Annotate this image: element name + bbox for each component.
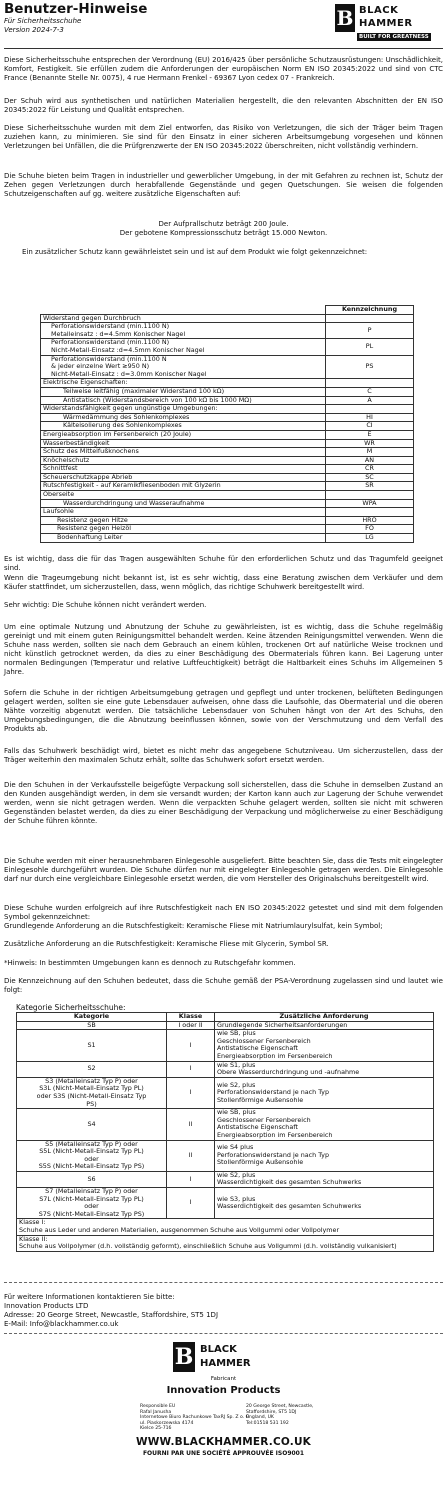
marking-header: Kennzeichnung	[326, 306, 414, 315]
category-cell: SB	[17, 1021, 167, 1030]
requirement-cell: wie SB, plus Geschlossener Fersenbereich Antistatische Eigenschaft Energieabsorption im Fersenbereich	[215, 1109, 434, 1140]
logo-tagline: BUILT FOR GREATNESS	[359, 34, 429, 40]
marking-code: C	[326, 387, 414, 396]
document-title: Benutzer-Hinweise	[4, 1, 148, 17]
marking-property: Elektrische Eigenschaften:	[41, 379, 326, 388]
category-row	[17, 1140, 434, 1171]
marking-property: Resistenz gegen Heizöl	[41, 525, 326, 534]
paragraph-materials: Der Schuh wird aus synthetischen und natürlichen Materialien hergestellt, die den relevanten Abschnitten der EN ISO 20345:2022 für Leistung und Qualität entsprechen.	[4, 97, 443, 114]
marking-code: CI	[326, 422, 414, 431]
marking-row	[41, 448, 414, 457]
marking-table	[40, 305, 414, 543]
contact-intro: Für weitere Informationen kontaktieren Sie bitte:	[4, 1293, 175, 1301]
category-row	[17, 1188, 434, 1219]
marking-property: Wasserbeständigkeit	[41, 439, 326, 448]
marking-code: SR	[326, 482, 414, 491]
paragraph-lifetime: Sofern die Schuhe in der richtigen Arbeitsumgebung getragen und gepflegt und unter trockenen, belüfteten Bedingungen gelagert werden, sollten sie eine gute Lebensdauer aufweisen, ohne dass die Laufsohle, das Obermaterial und die oberen Nähte vorzeitig abgenutzt werden. Die tatsächliche Lebensdauer von Schuhen hängt von der Art des Schuhs, den Umgebungsbedingungen, die die Abnutzung beeinflussen können, sowie von der Verschmutzung und dem Verfall des Produkts ab.	[4, 689, 443, 733]
contact-divider	[4, 1333, 443, 1334]
uk-address: 20 George Street, Newcastle, Staffordshire, ST5 1DJ England, UK Tel:01518 531 192	[246, 1404, 314, 1426]
marking-code: HRO	[326, 516, 414, 525]
paragraph-slip-test: Diese Schuhe wurden erfolgreich auf ihre Rutschfestigkeit nach EN ISO 20345:2022 getestet und sind mit dem folgenden Symbol gekennzeichnet:	[4, 904, 443, 921]
requirement-cell: wie SB, plus Geschlossener Fersenbereich Antistatische Eigenschaft Energieabsorption im Fersenbereich	[215, 1030, 434, 1061]
marking-code: LG	[326, 534, 414, 543]
manufacturer-name: Innovation Products	[166, 1385, 281, 1396]
marking-row	[41, 405, 414, 414]
class-cell: I	[167, 1077, 215, 1108]
category-cell: S1	[17, 1030, 167, 1061]
paragraph-care: Um eine optimale Nutzung und Abnutzung der Schuhe zu gewährleisten, ist es wichtig, dass die Schuhe regelmäßig gereinigt und mit einem guten Reinigungsmittel behandelt werden. Keine ätzenden Reinigungsmittel verwenden. Wenn die Schuhe nass werden, sollten sie nach dem Gebrauch an einem kühlen, trockenen Ort auf natürliche Weise trocknen und nicht künstlich getrocknet werden, da dies zu einer Beschädigung des Obermaterials führen kann. Bei Lagerung unter normalen Bedingungen (Temperatur und relative Luftfeuchtigkeit) beträgt die Haltbarkeit eines Schuhs im Allgemeinen 5 Jahre.	[4, 623, 443, 676]
header-divider	[4, 48, 443, 49]
requirement-cell: wie S2, plus Perforationswiderstand je nach Typ Stollenförmige Außensohle	[215, 1077, 434, 1108]
marking-code: WPA	[326, 499, 414, 508]
marking-row	[41, 456, 414, 465]
category-row	[17, 1171, 434, 1187]
marking-code: AN	[326, 456, 414, 465]
contact-company: Innovation Products LTD	[4, 1302, 89, 1310]
compression-protection: Der gebotene Kompressionsschutz beträgt 15.000 Newton.	[119, 229, 328, 237]
footer-logo	[173, 1342, 273, 1376]
category-row	[17, 1109, 434, 1140]
marking-property: Wärmedämmung des Sohlenkomplexes	[41, 413, 326, 422]
paragraph-note: *Hinweis: In bestimmten Umgebungen kann es dennoch zu Rutschgefahr kommen.	[4, 959, 296, 967]
marking-property: Antistatisch (Widerstandsbereich von 100 kΩ bis 1000 MΩ)	[41, 396, 326, 405]
marking-row	[41, 499, 414, 508]
class-cell: I	[167, 1030, 215, 1061]
marking-property: Wasserdurchdringung und Wasseraufnahme	[41, 499, 326, 508]
marking-property: Schutz des Mittelfußknochens	[41, 448, 326, 457]
marking-property: Laufsohle	[41, 508, 326, 517]
requirement-cell: wie S1, plus Obere Wasserdurchdringung und -aufnahme	[215, 1061, 434, 1077]
marking-row	[41, 534, 414, 543]
logo-letter: B	[336, 6, 354, 30]
document-subtitle: Für Sicherheitsschuhe	[4, 17, 82, 25]
marking-row	[41, 482, 414, 491]
marking-code: WR	[326, 439, 414, 448]
marking-property: Widerstand gegen Durchbruch	[41, 314, 326, 323]
paragraph-regulation: Diese Sicherheitsschuhe entsprechen der Verordnung (EU) 2016/425 über persönliche Schutzausrüstungen: Unschädlichkeit, Komfort, Festigkeit. Sie erfüllen zudem die Anforderungen der europäischen Norm EN ISO 20345:2022 und sind von CTC France (Benannte Stelle Nr. 0075), 4 rue Hermann Frenkel - 69367 Lyon cedex 07 - Frankreich.	[4, 56, 443, 82]
marking-row	[41, 491, 414, 500]
category-cell: S4	[17, 1109, 167, 1140]
marking-code: SC	[326, 473, 414, 482]
marking-code	[326, 491, 414, 500]
marking-property: Widerstandsfähigkeit gegen ungünstige Umgebungen:	[41, 405, 326, 414]
paragraph-marking: Die Kennzeichnung auf den Schuhen bedeutet, dass die Schuhe gemäß der PSA-Verordnung zugelassen sind und lautet wie folgt:	[4, 977, 443, 994]
marking-code: CR	[326, 465, 414, 474]
class-cell: I	[167, 1171, 215, 1187]
marking-property: Perforationswiderstand (min.1100 N) Nicht-Metall-Einsatz :d=4.5mm Konischer Nagel	[41, 339, 326, 355]
paragraph-design: Diese Sicherheitsschuhe wurden mit dem Ziel entworfen, das Risiko von Verletzungen, die sich der Träger beim Tragen zuziehen kann, zu minimieren. Sie sind für den Einsatz in einer sicheren Arbeitsumgebung vorgesehen und können Verletzungen bei Unfällen, die die Prüfgrenzwerte der EN ISO 20345:2022 überschreiten, nicht vollständig verhindern.	[4, 124, 443, 150]
category-table-header	[17, 1013, 434, 1022]
class-two-row	[17, 1235, 434, 1251]
category-cell: S5 (Metalleinsatz Typ P) oder S5L (Nicht-Metall-Einsatz Typ PL) oder S5S (Nicht-Metall-Einsatz Typ PS)	[17, 1140, 167, 1171]
class-cell: I	[167, 1188, 215, 1219]
class-cell: II	[167, 1109, 215, 1140]
marking-code: P	[326, 323, 414, 339]
class-cell: II	[167, 1140, 215, 1171]
marking-row	[41, 387, 414, 396]
footer-logo-word-black: BLACK	[200, 1344, 237, 1355]
class-cell: I oder II	[167, 1021, 215, 1030]
footer-logo-word-hammer: HAMMER	[200, 1358, 251, 1369]
requirement-cell: wie S4 plus Perforationswiderstand je nach Typ Stollenförmige Außensohle	[215, 1140, 434, 1171]
marking-table-header	[41, 306, 414, 315]
requirement-cell: Grundlegende Sicherheitsanforderungen	[215, 1021, 434, 1030]
category-cell: S2	[17, 1061, 167, 1077]
black-hammer-logo	[335, 4, 443, 42]
category-cell: S6	[17, 1171, 167, 1187]
category-table-caption: Kategorie Sicherheitsschuhe:	[16, 1003, 126, 1012]
marking-property: Perforationswiderstand (min.1100 N) Metalleinsatz : d=4.5mm Konischer Nagel	[41, 323, 326, 339]
fabricant-label: Fabricant	[210, 1376, 237, 1382]
footer-logo-letter: B	[174, 1344, 194, 1370]
marking-property: Knöchelschutz	[41, 456, 326, 465]
marking-row	[41, 355, 414, 379]
footer-divider	[4, 1282, 443, 1283]
class-one-row	[17, 1219, 434, 1235]
marking-property: Rutschfestigkeit - auf Keramikfliesenboden mit Glyzerin	[41, 482, 326, 491]
class-one-note: Klasse I: Schuhe aus Leder und anderen Materialien, ausgenommen Schuhe aus Vollgummi oder Vollpolymer	[17, 1219, 434, 1235]
marking-code: E	[326, 430, 414, 439]
impact-protection: Der Aufprallschutz beträgt 200 Joule.	[158, 220, 289, 228]
category-row	[17, 1077, 434, 1108]
marking-property: Schnittfest	[41, 465, 326, 474]
paragraph-additional: Ein zusätzlicher Schutz kann gewährleistet sein und ist auf dem Produkt wie folgt gekennzeichnet:	[22, 248, 368, 256]
category-table	[16, 1012, 434, 1252]
contact-address: Adresse: 20 George Street, Newcastle, Staffordshire, ST5 1DJ	[4, 1311, 219, 1319]
marking-property: Kälteisolierung des Sohlenkomplexes	[41, 422, 326, 431]
column-header-requirement: Zusätzliche Anforderung	[215, 1013, 434, 1022]
marking-code: HI	[326, 413, 414, 422]
class-two-note: Klasse II: Schuhe aus Vollpolymer (d.h. vollständig geformt), einschließlich Schuhe aus Vollgummi (d.h. vollständig vulkanisiert)	[17, 1235, 434, 1251]
marking-property: Resistenz gegen Hitze	[41, 516, 326, 525]
document-version: Version 2024-7-3	[4, 26, 64, 34]
contact-email: E-Mail: Info@blackhammer.co.uk	[4, 1320, 119, 1328]
marking-row	[41, 430, 414, 439]
iso-supplier-note: FOURNI PAR UNE SOCIÉTÉ APPROUVÉE ISO9001	[142, 1450, 305, 1457]
category-row	[17, 1061, 434, 1077]
eu-representative: Responsible EU Rafal Janusha Internetowe Biuro Rachunkowe TaxRJ Sp. Z o. O ul. Piaskorzewska 4174 Kielce 25-716	[140, 1404, 250, 1432]
paragraph-damage: Falls das Schuhwerk beschädigt wird, bietet es nicht mehr das angegebene Schutzniveau. Um sicherzustellen, dass der Träger weiterhin den maximalen Schutz erhält, sollte das Schuhwerk sofort ersetzt werden.	[4, 747, 443, 764]
marking-property: Perforationswiderstand (min.1100 N & jeder einzelne Wert ≥950 N) Nicht-Metall-Einsatz : d=3.0mm Konischer Nagel	[41, 355, 326, 379]
paragraph-packaging: Die den Schuhen in der Verkaufsstelle beigefügte Verpackung soll sicherstellen, dass die Schuhe in demselben Zustand an den Kunden ausgehändigt werden, in dem sie versandt wurden; der Karton kann auch zur Lagerung der Schuhe verwendet werden, wenn sie nicht getragen werden. Wenn die verpackten Schuhe gelagert werden, sollten sie nicht mit schweren Gegenständen belastet werden, da dies zu einer Beschädigung der Verpackung und möglicherweise zu einer Beschädigung der Schuhe führen könnte.	[4, 781, 443, 825]
marking-property: Oberseite	[41, 491, 326, 500]
class-cell: I	[167, 1061, 215, 1077]
paragraph-slip-additional: Zusätzliche Anforderung an die Rutschfestigkeit: Keramische Fliese mit Glycerin, Symbol SR.	[4, 940, 329, 948]
marking-property: Bodenhaftung Leiter	[41, 534, 326, 543]
column-header-category: Kategorie	[17, 1013, 167, 1022]
paragraph-no-modification: Sehr wichtig: Die Schuhe können nicht verändert werden.	[4, 601, 207, 609]
marking-code	[326, 405, 414, 414]
marking-code: M	[326, 448, 414, 457]
paragraph-protection: Die Schuhe bieten beim Tragen in industrieller und gewerblicher Umgebung, in der mit Gefahren zu rechnen ist, Schutz der Zehen gegen Verletzungen durch herabfallende Gegenstände und gegen Quetschungen. Sie weisen die folgenden Schutzeigenschaften auf gg. weitere zusätzliche Eigenschaften auf:	[4, 172, 443, 198]
logo-word-black: BLACK	[359, 5, 399, 16]
paragraph-suitability: Es ist wichtig, dass die für das Tragen ausgewählten Schuhe für den erforderlichen Schutz und das Tragumfeld geeignet sind.	[4, 555, 443, 572]
requirement-cell: wie S2, plus Wasserdichtigkeit des gesamten Schuhwerks	[215, 1171, 434, 1187]
column-header-class: Klasse	[167, 1013, 215, 1022]
marking-property: Energieabsorption im Fersenbereich (20 Joule)	[41, 430, 326, 439]
marking-row	[41, 323, 414, 339]
category-row	[17, 1030, 434, 1061]
paragraph-slip-basic: Grundlegende Anforderung an die Rutschfestigkeit: Keramische Fliese mit Natriumlaurylsulfat, kein Symbol;	[4, 922, 383, 930]
marking-property: Teilweise leitfähig (maximaler Widerstand 100 kΩ)	[41, 387, 326, 396]
category-cell: S7 (Metalleinsatz Typ P) oder S7L (Nicht-Metall-Einsatz Typ PL) oder S7S (Nicht-Metall-Einsatz Typ PS)	[17, 1188, 167, 1219]
category-cell: S3 (Metalleinsatz Typ P) oder S3L (Nicht-Metall-Einsatz Typ PL) oder S3S (Nicht-Metall-Einsatz Typ PS)	[17, 1077, 167, 1108]
marking-property: Scheuerschutzkappe Abrieb	[41, 473, 326, 482]
paragraph-consulting: Wenn die Trageumgebung nicht bekannt ist, ist es sehr wichtig, dass eine Beratung zwischen dem Verkäufer und dem Käufer stattfindet, um sicherzustellen, dass, wenn möglich, das richtige Schuhwerk bereitgestellt wird.	[4, 574, 443, 591]
website-url: WWW.BLACKHAMMER.CO.UK	[135, 1436, 312, 1448]
marking-code	[326, 314, 414, 323]
requirement-cell: wie S3, plus Wasserdichtigkeit des gesamten Schuhwerks	[215, 1188, 434, 1219]
paragraph-insole: Die Schuhe werden mit einer herausnehmbaren Einlegesohle ausgeliefert. Bitte beachten Sie, dass die Tests mit eingelegter Einlegesohle durchgeführt wurden. Die Schuhe dürfen nur mit eingelegter Einlegesohle getragen werden. Die Einlegesohle darf nur durch eine vergleichbare Einlegesohle ersetzt werden, die vom Hersteller des Originalschuhs bereitgestellt wird.	[4, 857, 443, 883]
marking-code: A	[326, 396, 414, 405]
marking-code: PS	[326, 355, 414, 379]
marking-code: FO	[326, 525, 414, 534]
logo-word-hammer: HAMMER	[359, 18, 413, 29]
marking-row	[41, 339, 414, 355]
marking-code: PL	[326, 339, 414, 355]
